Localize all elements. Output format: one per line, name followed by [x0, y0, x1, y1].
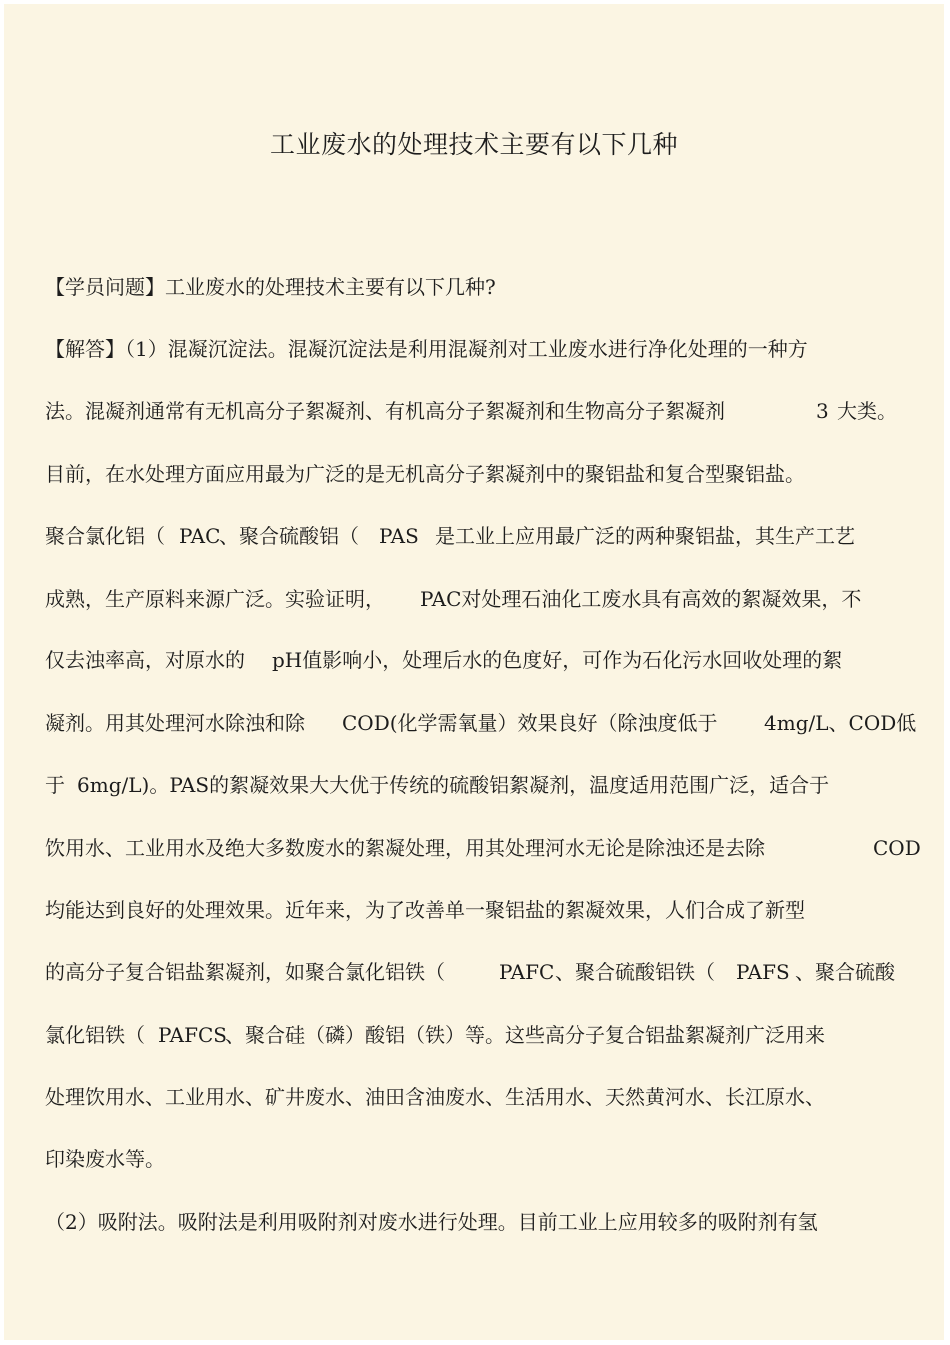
text-segment: COD(化学需氧量）效果良好（除浊度低于 — [342, 711, 718, 735]
text-segment: PAFS — [736, 960, 790, 984]
text-segment: 【学员问题】工业废水的处理技术主要有以下几种? — [45, 275, 496, 299]
text-segment: 的高分子复合铝盐絮凝剂，如聚合氯化铝铁（ — [45, 960, 445, 984]
text-segment: COD — [873, 836, 921, 860]
text-segment: 目前，在水处理方面应用最为广泛的是无机高分子絮凝剂中的聚铝盐和复合型聚铝盐。 — [45, 462, 805, 486]
text-segment: 大类。 — [837, 399, 897, 423]
text-segment: 凝剂。用其处理河水除浊和除 — [45, 711, 305, 735]
text-segment: PAS — [379, 524, 419, 548]
text-segment: PAC对处理石油化工废水具有高效的絮凝效果，不 — [420, 587, 862, 611]
text-segment: 饮用水、工业用水及绝大多数废水的絮凝处理，用其处理河水无论是除浊还是去除 — [45, 836, 765, 860]
text-segment: 、聚合硅（磷）酸铝（铁）等。这些高分子复合铝盐絮凝剂广泛用来 — [225, 1023, 825, 1047]
text-segment: 于 — [45, 773, 65, 797]
text-segment: 、聚合硫酸 — [795, 960, 895, 984]
text-segment: 氯化铝铁（ — [45, 1023, 145, 1047]
text-segment: 均能达到良好的处理效果。近年来，为了改善单一聚铝盐的絮凝效果，人们合成了新型 — [45, 898, 805, 922]
text-segment: PAFC — [499, 960, 555, 984]
text-segment: 6mg/L)。PAS的絮凝效果大大优于传统的硫酸铝絮凝剂，温度适用范围广泛，适合于 — [77, 773, 830, 797]
text-segment: 【解答】（1）混凝沉淀法。混凝沉淀法是利用混凝剂对工业废水进行净化处理的一种方 — [45, 337, 808, 361]
document-page — [4, 4, 944, 1340]
text-segment: PAC — [179, 524, 221, 548]
text-segment: 处理饮用水、工业用水、矿井废水、油田含油废水、生活用水、天然黄河水、长江原水、 — [45, 1085, 825, 1109]
text-segment: 、聚合硫酸铝（ — [219, 524, 359, 548]
text-segment: 仅去浊率高，对原水的 — [45, 648, 245, 672]
text-segment: 3 — [816, 399, 829, 423]
text-segment: PAFCS — [158, 1023, 227, 1047]
text-segment: 法。混凝剂通常有无机高分子絮凝剂、有机高分子絮凝剂和生物高分子絮凝剂 — [45, 399, 725, 423]
text-segment: 是工业上应用最广泛的两种聚铝盐，其生产工艺 — [435, 524, 855, 548]
text-segment: 、聚合硫酸铝铁（ — [555, 960, 715, 984]
text-segment: 4mg/L、COD低 — [764, 711, 917, 735]
text-segment: （2）吸附法。吸附法是利用吸附剂对废水进行处理。目前工业上应用较多的吸附剂有氢 — [45, 1210, 818, 1234]
text-segment: 印染废水等。 — [45, 1147, 165, 1171]
text-segment: 成熟，生产原料来源广泛。实验证明， — [45, 587, 385, 611]
text-segment: pH值影响小，处理后水的色度好，可作为石化污水回收处理的絮 — [272, 648, 843, 672]
text-segment: 聚合氯化铝（ — [45, 524, 165, 548]
document-title: 工业废水的处理技术主要有以下几种 — [269, 130, 678, 159]
